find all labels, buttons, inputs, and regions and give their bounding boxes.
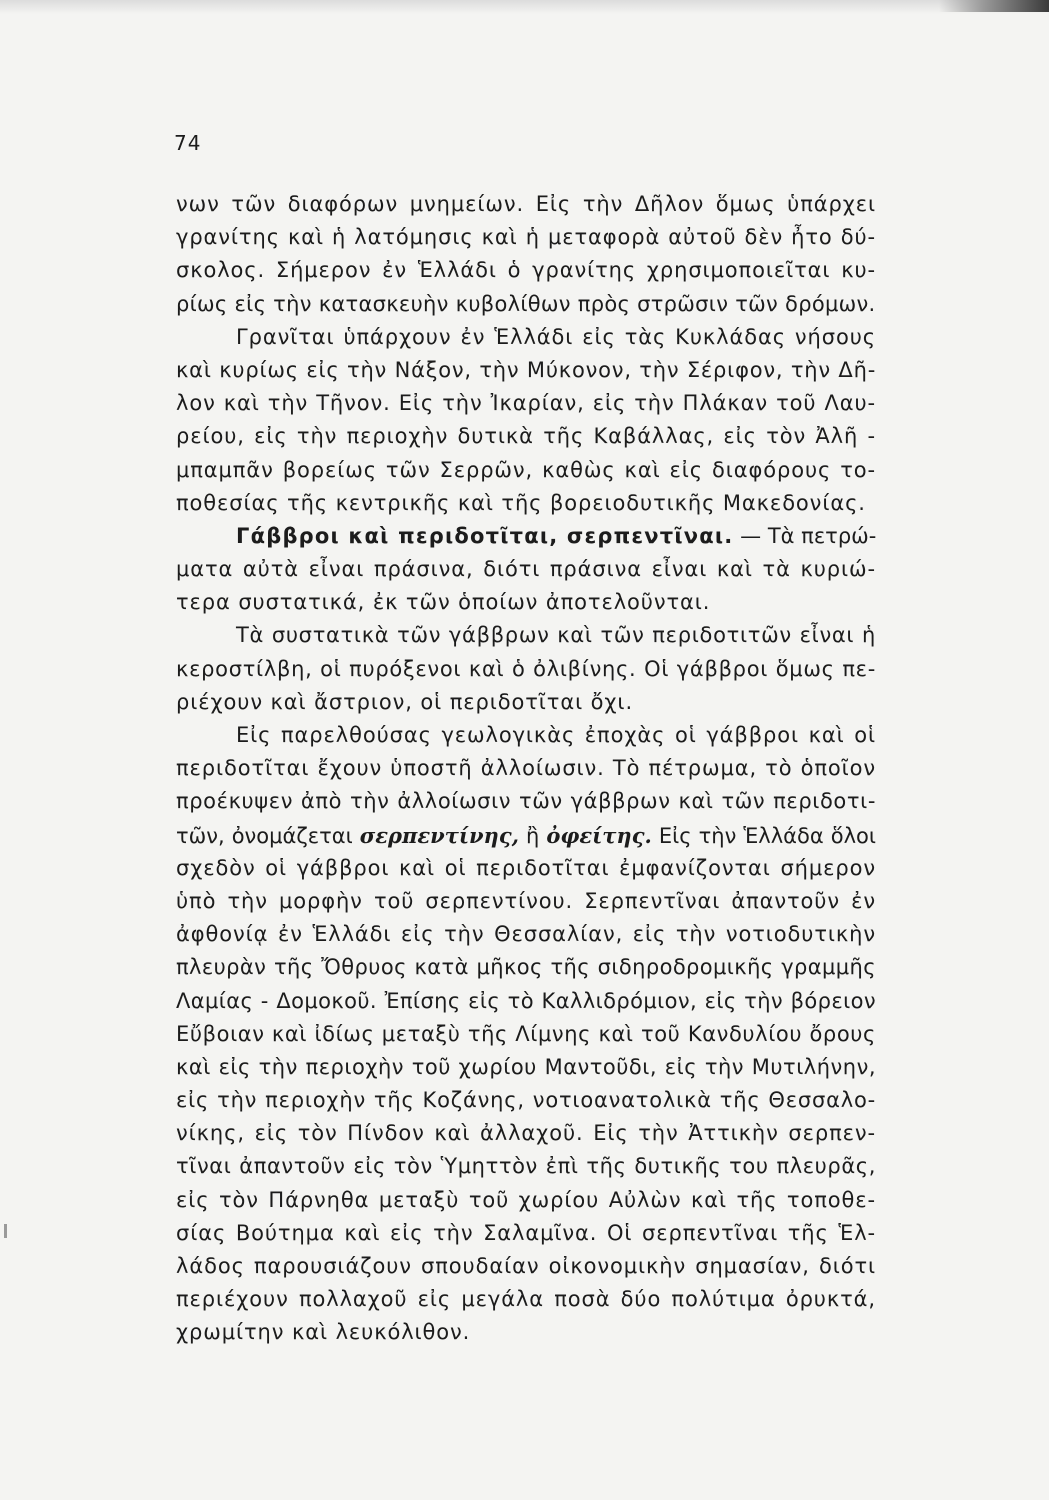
text-line: περιέχουν πολλαχοῦ εἰς μεγάλα ποσὰ δύο πολύτιμα ὀρυκτά,	[176, 1287, 876, 1312]
text-line: κεροστίλβη, οἱ πυρόξενοι καὶ ὁ ὀλιβίνης. Οἱ γάββροι ὅμως πε-	[176, 656, 876, 681]
text-line: νίκης, εἰς τὸν Πίνδον καὶ ἀλλαχοῦ. Εἰς τὴν Ἀττικὴν σερπεν-	[176, 1121, 876, 1146]
page-number: 74	[174, 131, 202, 155]
text-line: ἀφθονίᾳ ἐν Ἑλλάδι εἰς τὴν Θεσσαλίαν, εἰς τὴν νοτιοδυτικὴν	[176, 922, 876, 947]
text-line: λον καὶ τὴν Τῆνον. Εἰς τὴν Ἰκαρίαν, εἰς τὴν Πλάκαν τοῦ Λαυ-	[176, 391, 876, 416]
text-line: Λαμίας - Δομοκοῦ. Ἐπίσης εἰς τὸ Καλλιδρόμιον, εἰς τὴν βόρειον	[176, 988, 876, 1013]
text-line	[176, 819, 876, 852]
scan-margin-mark	[4, 1224, 7, 1238]
text-line: ματα αὐτὰ εἶναι πράσινα, διότι πράσινα εἶναι καὶ τὰ κυριώ-	[176, 557, 876, 582]
text-line: ριέχουν καὶ ἄστριον, οἱ περιδοτῖται ὄχι.	[176, 689, 634, 714]
text-fragment: ἢ	[518, 823, 547, 848]
text-fragment: Εἰς τὴν Ἑλλάδα ὅλοι	[651, 823, 876, 848]
text-line: Τὰ συστατικὰ τῶν γάββρων καὶ τῶν περιδοτιτῶν εἶναι ἡ	[236, 623, 876, 648]
scan-corner-shadow	[939, 0, 1049, 12]
section-heading: Γάββροι καὶ περιδοτῖται, σερπεντῖναι.	[236, 523, 734, 548]
text-line: Γρανῖται ὑπάρχουν ἐν Ἑλλάδι εἰς τὰς Κυκλάδας νήσους	[236, 324, 876, 349]
text-line: πλευρὰν τῆς Ὄθρυος κατὰ μῆκος τῆς σιδηροδρομικῆς γραμμῆς	[176, 955, 876, 980]
text-line: ποθεσίας τῆς κεντρικῆς καὶ τῆς βορειοδυτικῆς Μακεδονίας.	[176, 490, 866, 515]
text-line: σχεδὸν οἱ γάββροι καὶ οἱ περιδοτῖται ἐμφανίζονται σήμερον	[176, 855, 876, 880]
text-line: λάδος παρουσιάζουν σπουδαίαν οἰκονομικὴν σημασίαν, διότι	[176, 1254, 876, 1278]
text-line: ρείου, εἰς τὴν περιοχὴν δυτικὰ τῆς Καβάλλας, εἰς τὸν Ἀλῆ -	[176, 424, 876, 449]
text-fragment: τῶν, ὀνομάζεται	[176, 823, 360, 848]
term-serpentine: σερπεντίνης,	[359, 822, 519, 848]
term-ophite: ὀφείτης.	[546, 822, 652, 848]
text-line: τερα συστατικά, ἐκ τῶν ὁποίων ἀποτελοῦνται.	[176, 590, 711, 615]
text-line: χρωμίτην καὶ λευκόλιθον.	[176, 1320, 471, 1345]
text-line: σκολος. Σήμερον ἐν Ἑλλάδι ὁ γρανίτης χρησιμοποιεῖται κυ-	[176, 258, 876, 283]
text-line: εἰς τὴν περιοχὴν τῆς Κοζάνης, νοτιοανατολικὰ τῆς Θεσσαλο-	[176, 1088, 876, 1113]
text-line: Εἰς παρελθούσας γεωλογικὰς ἐποχὰς οἱ γάββροι καὶ οἱ	[236, 723, 876, 747]
text-line: περιδοτῖται ἔχουν ὑποστῆ ἀλλοίωσιν. Τὸ πέτρωμα, τὸ ὁποῖον	[176, 756, 876, 781]
body-text	[176, 188, 876, 1350]
text-line: εἰς τὸν Πάρνηθα μεταξὺ τοῦ χωρίου Αὐλὼν καὶ τῆς τοποθε-	[176, 1187, 876, 1212]
text-line: καὶ κυρίως εἰς τὴν Νάξον, τὴν Μύκονον, τὴν Σέριφον, τὴν Δῆ-	[176, 357, 877, 382]
text-line: μπαμπᾶν βορείως τῶν Σερρῶν, καθὼς καὶ εἰς διαφόρους το-	[176, 457, 876, 482]
text-line: καὶ εἰς τὴν περιοχὴν τοῦ χωρίου Μαντοῦδι, εἰς τὴν Μυτιλήνην,	[176, 1054, 876, 1079]
scan-top-edge	[0, 0, 1049, 14]
text-line: Εὔβοιαν καὶ ἰδίως μεταξὺ τῆς Λίμνης καὶ τοῦ Κανδυλίου ὄρους	[176, 1021, 876, 1046]
text-line: ὑπὸ τὴν μορφὴν τοῦ σερπεντίνου. Σερπεντῖναι ἀπαντοῦν ἐν	[176, 888, 876, 913]
text-fragment: — Τὰ πετρώ-	[733, 523, 877, 548]
text-line: προέκυψεν ἀπὸ τὴν ἀλλοίωσιν τῶν γάββρων καὶ τῶν περιδοτι-	[176, 789, 876, 814]
text-line: σίας Βούτημα καὶ εἰς τὴν Σαλαμῖνα. Οἱ σερπεντῖναι τῆς Ἑλ-	[176, 1220, 876, 1245]
text-line	[176, 520, 876, 553]
text-line: νων τῶν διαφόρων μνημείων. Εἰς τὴν Δῆλον ὅμως ὑπάρχει	[176, 192, 876, 216]
text-line: ρίως εἰς τὴν κατασκευὴν κυβολίθων πρὸς στρῶσιν τῶν δρόμων.	[176, 291, 876, 316]
text-line: τῖναι ἀπαντοῦν εἰς τὸν Ὑμηττὸν ἐπὶ τῆς δυτικῆς του πλευρᾶς,	[176, 1154, 876, 1179]
text-line: γρανίτης καὶ ἡ λατόμησις καὶ ἡ μεταφορὰ αὐτοῦ δὲν ἦτο δύ-	[176, 225, 876, 250]
